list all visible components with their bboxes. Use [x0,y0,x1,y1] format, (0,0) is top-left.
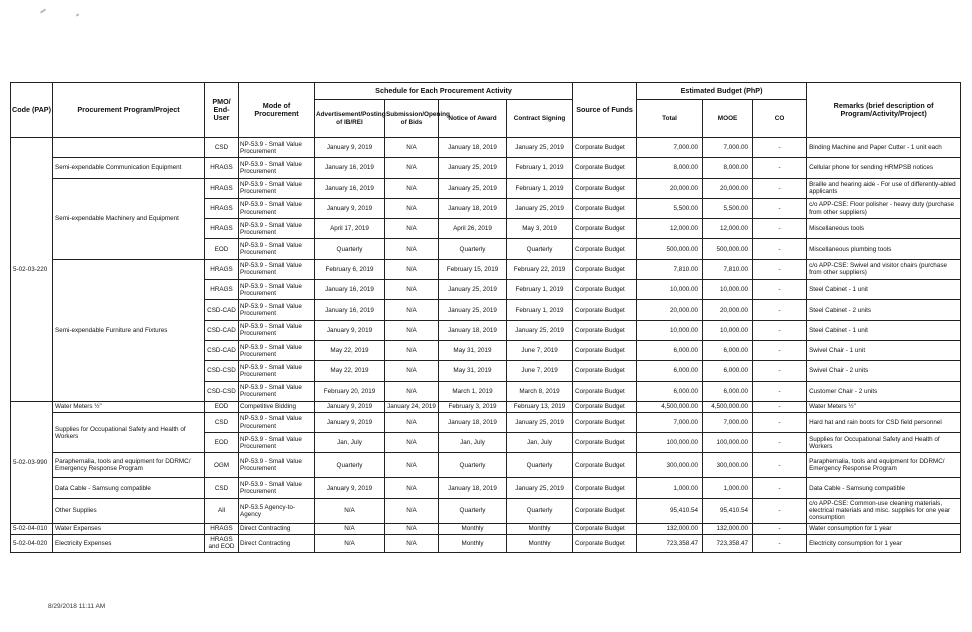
co-cell: - [753,453,807,478]
co-cell: - [753,498,807,523]
sub-cell: N/A [385,138,439,158]
mooe-cell: 6,000.00 [703,361,753,381]
remarks-cell: Binding Machine and Paper Cutter - 1 unit each [807,138,961,158]
total-cell: 500,000.00 [637,239,703,259]
header-remarks: Remarks (brief description of Program/Activity/Project) [807,83,961,138]
contract-cell: Quarterly [507,498,573,523]
mooe-cell: 1,000.00 [703,478,753,498]
co-cell: - [753,239,807,259]
mooe-cell: 10,000.00 [703,280,753,300]
program-cell: Semi-expendable Furniture and Fixtures [53,259,205,401]
mode-cell: NP-53.9 - Small Value Procurement [239,320,315,340]
remarks-cell: Water Meters ½" [807,401,961,412]
adv-cell: Jan, July [315,433,385,453]
table-row [11,259,961,279]
total-cell: 100,000.00 [637,433,703,453]
table-row [11,534,961,552]
contract-cell: February 1, 2019 [507,178,573,198]
sub-cell: N/A [385,198,439,218]
total-cell: 10,000.00 [637,280,703,300]
header-contract: Contract Signing [507,100,573,138]
mooe-cell: 95,410.54 [703,498,753,523]
pmo-cell: CSD-CAD [205,320,239,340]
mooe-cell: 7,000.00 [703,412,753,432]
header-award: Notice of Award [439,100,507,138]
table-row [11,158,961,178]
print-timestamp: 8/29/2018 11:11 AM [48,603,106,610]
adv-cell: N/A [315,523,385,534]
mode-cell: NP-53.9 - Small Value Procurement [239,361,315,381]
funds-cell: Corporate Budget [573,401,637,412]
mooe-cell: 132,000.00 [703,523,753,534]
funds-cell: Corporate Budget [573,239,637,259]
sub-cell: January 24, 2019 [385,401,439,412]
funds-cell: Corporate Budget [573,198,637,218]
remarks-cell: Swivel Chair - 2 units [807,361,961,381]
award-cell: March 1, 2019 [439,381,507,401]
sub-cell: N/A [385,158,439,178]
program-cell [53,138,205,158]
mode-cell: NP-53.9 - Small Value Procurement [239,478,315,498]
total-cell: 132,000.00 [637,523,703,534]
mooe-cell: 300,000.00 [703,453,753,478]
pmo-cell: HRAGS [205,523,239,534]
sub-cell: N/A [385,534,439,552]
table-body [11,138,961,553]
remarks-cell: Electricity consumption for 1 year [807,534,961,552]
award-cell: January 25, 2019 [439,300,507,320]
total-cell: 300,000.00 [637,453,703,478]
table-row [11,138,961,158]
program-cell: Water Expenses [53,523,205,534]
total-cell: 6,000.00 [637,381,703,401]
award-cell: January 25, 2019 [439,280,507,300]
contract-cell: February 13, 2019 [507,401,573,412]
sub-cell: N/A [385,412,439,432]
contract-cell: February 1, 2019 [507,280,573,300]
sub-cell: N/A [385,498,439,523]
sub-cell: N/A [385,433,439,453]
remarks-cell: Supplies for Occupational Safety and Health of Workers [807,433,961,453]
co-cell: - [753,478,807,498]
pmo-cell: EOD [205,401,239,412]
pmo-cell: EOD [205,239,239,259]
total-cell: 7,810.00 [637,259,703,279]
award-cell: January 18, 2019 [439,320,507,340]
contract-cell: Quarterly [507,239,573,259]
sub-cell: N/A [385,453,439,478]
funds-cell: Corporate Budget [573,219,637,239]
header-total: Total [637,100,703,138]
procurement-plan-sheet [10,82,960,553]
adv-cell: May 22, 2019 [315,340,385,360]
sub-cell: N/A [385,219,439,239]
total-cell: 20,000.00 [637,300,703,320]
remarks-cell: Hard hat and rain boots for CSD field personnel [807,412,961,432]
mooe-cell: 6,000.00 [703,381,753,401]
mooe-cell: 20,000.00 [703,300,753,320]
scan-speck [40,8,46,13]
mode-cell: Competitive Bidding [239,401,315,412]
remarks-cell: Paraphernalia, tools and equipment for DDRMC/ Emergency Response Program [807,453,961,478]
award-cell: Quarterly [439,453,507,478]
award-cell: Quarterly [439,498,507,523]
award-cell: Monthly [439,534,507,552]
adv-cell: January 16, 2019 [315,300,385,320]
pmo-cell: HRAGS [205,280,239,300]
adv-cell: N/A [315,534,385,552]
funds-cell: Corporate Budget [573,340,637,360]
mooe-cell: 6,000.00 [703,340,753,360]
co-cell: - [753,178,807,198]
total-cell: 1,000.00 [637,478,703,498]
award-cell: May 31, 2019 [439,340,507,360]
adv-cell: Quarterly [315,239,385,259]
award-cell: January 18, 2019 [439,478,507,498]
remarks-cell: c/o APP-CSE: Swivel and visitor chairs (purchase from other suppliers) [807,259,961,279]
total-cell: 8,000.00 [637,158,703,178]
adv-cell: January 9, 2019 [315,138,385,158]
pmo-cell: CSD-CAD [205,340,239,360]
sub-cell: N/A [385,340,439,360]
contract-cell: Monthly [507,534,573,552]
award-cell: January 25, 2019 [439,158,507,178]
table-row [11,478,961,498]
co-cell: - [753,300,807,320]
header-submission: Submission/Opening of Bids [385,100,439,138]
adv-cell: February 20, 2019 [315,381,385,401]
table-header [11,83,961,138]
co-cell: - [753,361,807,381]
mode-cell: NP-53.9 - Small Value Procurement [239,198,315,218]
co-cell: - [753,158,807,178]
co-cell: - [753,320,807,340]
funds-cell: Corporate Budget [573,158,637,178]
pmo-cell: CSD [205,412,239,432]
table-row [11,412,961,432]
pmo-cell: HRAGS [205,259,239,279]
award-cell: January 18, 2019 [439,412,507,432]
header-advertisement: Advertisement/Posting of IB/REI [315,100,385,138]
co-cell: - [753,340,807,360]
sub-cell: N/A [385,381,439,401]
contract-cell: February 22, 2019 [507,259,573,279]
pmo-cell: HRAGS [205,178,239,198]
table-row [11,178,961,198]
header-schedule: Schedule for Each Procurement Activity [315,83,573,100]
header-co: CO [753,100,807,138]
total-cell: 5,500.00 [637,198,703,218]
adv-cell: January 9, 2019 [315,320,385,340]
co-cell: - [753,523,807,534]
mooe-cell: 20,000.00 [703,178,753,198]
funds-cell: Corporate Budget [573,534,637,552]
sub-cell: N/A [385,320,439,340]
mode-cell: NP-53.9 - Small Value Procurement [239,453,315,478]
award-cell: January 18, 2019 [439,138,507,158]
co-cell: - [753,401,807,412]
remarks-cell: Steel Cabinet - 2 units [807,300,961,320]
sub-cell: N/A [385,300,439,320]
sub-cell: N/A [385,280,439,300]
total-cell: 20,000.00 [637,178,703,198]
mode-cell: NP-53.5 Agency-to-Agency [239,498,315,523]
mode-cell: NP-53.9 - Small Value Procurement [239,259,315,279]
remarks-cell: Water consumption for 1 year [807,523,961,534]
contract-cell: March 8, 2019 [507,381,573,401]
remarks-cell: Customer Chair - 2 units [807,381,961,401]
contract-cell: June 7, 2019 [507,361,573,381]
remarks-cell: Swivel Chair - 1 unit [807,340,961,360]
code-cell: 5-02-04-020 [11,534,53,552]
co-cell: - [753,138,807,158]
award-cell: April 26, 2019 [439,219,507,239]
funds-cell: Corporate Budget [573,381,637,401]
pmo-cell: CSD [205,478,239,498]
co-cell: - [753,198,807,218]
adv-cell: January 16, 2019 [315,280,385,300]
award-cell: February 3, 2019 [439,401,507,412]
program-cell: Other Supplies [53,498,205,523]
pmo-cell: HRAGS [205,198,239,218]
contract-cell: Jan, July [507,433,573,453]
total-cell: 6,000.00 [637,361,703,381]
funds-cell: Corporate Budget [573,498,637,523]
total-cell: 4,500,000.00 [637,401,703,412]
mode-cell: NP-53.9 - Small Value Procurement [239,158,315,178]
total-cell: 95,410.54 [637,498,703,523]
program-cell: Water Meters ½" [53,401,205,412]
pmo-cell: CSD-CAD [205,300,239,320]
funds-cell: Corporate Budget [573,523,637,534]
remarks-cell: Braille and hearing aide - For use of differently-abled applicants [807,178,961,198]
adv-cell: May 22, 2019 [315,361,385,381]
funds-cell: Corporate Budget [573,453,637,478]
header-mooe: MOOE [703,100,753,138]
total-cell: 7,000.00 [637,412,703,432]
contract-cell: January 25, 2019 [507,198,573,218]
mode-cell: NP-53.9 - Small Value Procurement [239,381,315,401]
total-cell: 12,000.00 [637,219,703,239]
pmo-cell: EOD [205,433,239,453]
adv-cell: February 6, 2019 [315,259,385,279]
mooe-cell: 4,500,000.00 [703,401,753,412]
remarks-cell: Data Cable - Samsung compatible [807,478,961,498]
header-mode: Mode of Procurement [239,83,315,138]
contract-cell: January 25, 2019 [507,478,573,498]
co-cell: - [753,534,807,552]
award-cell: Jan, July [439,433,507,453]
scan-speck [76,13,80,16]
co-cell: - [753,433,807,453]
pmo-cell: HRAGS [205,158,239,178]
mooe-cell: 10,000.00 [703,320,753,340]
sub-cell: N/A [385,478,439,498]
contract-cell: February 1, 2019 [507,158,573,178]
funds-cell: Corporate Budget [573,259,637,279]
award-cell: May 31, 2019 [439,361,507,381]
mooe-cell: 100,000.00 [703,433,753,453]
funds-cell: Corporate Budget [573,178,637,198]
program-cell: Data Cable - Samsung compatible [53,478,205,498]
remarks-cell: Cellular phone for sending HRMPSB notices [807,158,961,178]
header-program: Procurement Program/Project [53,83,205,138]
program-cell: Electricity Expenses [53,534,205,552]
total-cell: 7,000.00 [637,138,703,158]
award-cell: January 18, 2019 [439,198,507,218]
pmo-cell: CSD-CSD [205,361,239,381]
contract-cell: Monthly [507,523,573,534]
award-cell: February 15, 2019 [439,259,507,279]
mode-cell: NP-53.9 - Small Value Procurement [239,280,315,300]
pmo-cell: CSD-CSD [205,381,239,401]
co-cell: - [753,259,807,279]
funds-cell: Corporate Budget [573,320,637,340]
mode-cell: NP-53.9 - Small Value Procurement [239,300,315,320]
remarks-cell: Miscellaneous plumbing tools [807,239,961,259]
total-cell: 723,358.47 [637,534,703,552]
header-pmo: PMO/ End-User [205,83,239,138]
sub-cell: N/A [385,361,439,381]
mode-cell: Direct Contracting [239,534,315,552]
adv-cell: January 16, 2019 [315,158,385,178]
adv-cell: January 16, 2019 [315,178,385,198]
remarks-cell: Steel Cabinet - 1 unit [807,280,961,300]
table-row [11,498,961,523]
contract-cell: June 7, 2019 [507,340,573,360]
funds-cell: Corporate Budget [573,280,637,300]
adv-cell: January 9, 2019 [315,401,385,412]
award-cell: January 25, 2019 [439,178,507,198]
contract-cell: May 3, 2019 [507,219,573,239]
header-funds: Source of Funds [573,83,637,138]
code-cell: 5-02-04-010 [11,523,53,534]
program-cell: Semi-expendable Communication Equipment [53,158,205,178]
mode-cell: NP-53.9 - Small Value Procurement [239,412,315,432]
adv-cell: January 9, 2019 [315,478,385,498]
adv-cell: January 9, 2019 [315,198,385,218]
remarks-cell: c/o APP-CSE: Common-use cleaning materials, electrical materials and misc. supplies for one year consumption [807,498,961,523]
co-cell: - [753,381,807,401]
table-row [11,401,961,412]
adv-cell: April 17, 2019 [315,219,385,239]
funds-cell: Corporate Budget [573,433,637,453]
mode-cell: NP-53.9 - Small Value Procurement [239,239,315,259]
mode-cell: Direct Contracting [239,523,315,534]
co-cell: - [753,412,807,432]
pmo-cell: HRAGS and EOD [205,534,239,552]
contract-cell: January 25, 2019 [507,138,573,158]
pmo-cell: All [205,498,239,523]
mode-cell: NP-53.9 - Small Value Procurement [239,138,315,158]
program-cell: Paraphernalia, tools and equipment for DDRMC/ Emergency Response Program [53,453,205,478]
funds-cell: Corporate Budget [573,478,637,498]
header-budget: Estimated Budget (PhP) [637,83,807,100]
adv-cell: N/A [315,498,385,523]
mode-cell: NP-53.9 - Small Value Procurement [239,433,315,453]
pmo-cell: HRAGS [205,219,239,239]
code-cell: 5-02-03-220 [11,138,53,402]
mooe-cell: 500,000.00 [703,239,753,259]
mode-cell: NP-53.9 - Small Value Procurement [239,340,315,360]
procurement-table [10,82,961,553]
mooe-cell: 5,500.00 [703,198,753,218]
header-code: Code (PAP) [11,83,53,138]
table-row [11,523,961,534]
contract-cell: February 1, 2019 [507,300,573,320]
funds-cell: Corporate Budget [573,300,637,320]
remarks-cell: Steel Cabinet - 1 unit [807,320,961,340]
total-cell: 10,000.00 [637,320,703,340]
adv-cell: Quarterly [315,453,385,478]
mooe-cell: 723,358.47 [703,534,753,552]
sub-cell: N/A [385,178,439,198]
contract-cell: Quarterly [507,453,573,478]
contract-cell: January 25, 2019 [507,320,573,340]
sub-cell: N/A [385,259,439,279]
funds-cell: Corporate Budget [573,361,637,381]
award-cell: Quarterly [439,239,507,259]
contract-cell: January 25, 2019 [507,412,573,432]
pmo-cell: CSD [205,138,239,158]
mooe-cell: 12,000.00 [703,219,753,239]
co-cell: - [753,219,807,239]
award-cell: Monthly [439,523,507,534]
co-cell: - [753,280,807,300]
sub-cell: N/A [385,523,439,534]
remarks-cell: c/o APP-CSE: Floor polisher - heavy duty (purchase from other suppliers) [807,198,961,218]
mode-cell: NP-53.9 - Small Value Procurement [239,219,315,239]
adv-cell: January 9, 2019 [315,412,385,432]
mooe-cell: 8,000.00 [703,158,753,178]
mode-cell: NP-53.9 - Small Value Procurement [239,178,315,198]
mooe-cell: 7,810.00 [703,259,753,279]
code-cell: 5-02-03-990 [11,401,53,523]
funds-cell: Corporate Budget [573,138,637,158]
sub-cell: N/A [385,239,439,259]
program-cell: Semi-expendable Machinery and Equipment [53,178,205,259]
program-cell: Supplies for Occupational Safety and Health of Workers [53,412,205,453]
total-cell: 6,000.00 [637,340,703,360]
funds-cell: Corporate Budget [573,412,637,432]
mooe-cell: 7,000.00 [703,138,753,158]
table-row [11,453,961,478]
remarks-cell: Miscellaneous tools [807,219,961,239]
pmo-cell: OGM [205,453,239,478]
